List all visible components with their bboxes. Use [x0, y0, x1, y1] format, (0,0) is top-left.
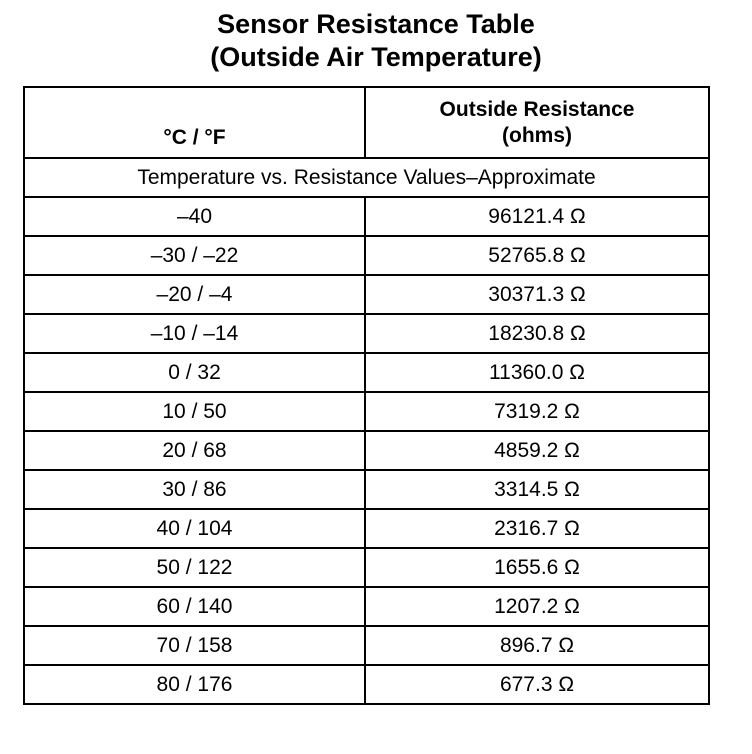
resistance-cell: 677.3 Ω — [365, 665, 709, 704]
temperature-cell: 60 / 140 — [24, 587, 365, 626]
temperature-cell: –10 / –14 — [24, 314, 365, 353]
header-row — [24, 87, 709, 158]
table-row — [24, 197, 709, 236]
resistance-cell: 7319.2 Ω — [365, 392, 709, 431]
table-row — [24, 392, 709, 431]
resistance-cell: 4859.2 Ω — [365, 431, 709, 470]
temperature-cell: –30 / –22 — [24, 236, 365, 275]
resistance-cell: 1207.2 Ω — [365, 587, 709, 626]
table-row — [24, 431, 709, 470]
header-resistance — [365, 87, 709, 158]
table-row — [24, 275, 709, 314]
temperature-cell: 30 / 86 — [24, 470, 365, 509]
resistance-cell: 2316.7 Ω — [365, 509, 709, 548]
table-row — [24, 509, 709, 548]
resistance-cell: 896.7 Ω — [365, 626, 709, 665]
table-title — [0, 8, 752, 74]
resistance-cell: 3314.5 Ω — [365, 470, 709, 509]
table-row — [24, 548, 709, 587]
note-row — [24, 158, 709, 197]
title-line-1: Sensor Resistance Table — [217, 9, 535, 39]
temperature-cell: 20 / 68 — [24, 431, 365, 470]
table-row — [24, 626, 709, 665]
table-row — [24, 665, 709, 704]
table-row — [24, 353, 709, 392]
temperature-cell: 80 / 176 — [24, 665, 365, 704]
table-row — [24, 314, 709, 353]
header-resistance-line-2: (ohms) — [502, 123, 572, 147]
resistance-cell: 52765.8 Ω — [365, 236, 709, 275]
header-temperature: °C / °F — [24, 87, 365, 158]
header-resistance-line-1: Outside Resistance — [439, 97, 635, 121]
resistance-cell: 1655.6 Ω — [365, 548, 709, 587]
resistance-cell: 30371.3 Ω — [365, 275, 709, 314]
resistance-cell: 96121.4 Ω — [365, 197, 709, 236]
resistance-cell: 11360.0 Ω — [365, 353, 709, 392]
approximate-note: Temperature vs. Resistance Values–Approximate — [24, 158, 709, 197]
temperature-cell: 50 / 122 — [24, 548, 365, 587]
temperature-cell: 40 / 104 — [24, 509, 365, 548]
title-line-2: (Outside Air Temperature) — [210, 42, 542, 72]
sensor-resistance-table — [23, 86, 710, 705]
table-row — [24, 587, 709, 626]
temperature-cell: 70 / 158 — [24, 626, 365, 665]
temperature-cell: 0 / 32 — [24, 353, 365, 392]
temperature-cell: 10 / 50 — [24, 392, 365, 431]
resistance-cell: 18230.8 Ω — [365, 314, 709, 353]
temperature-cell: –40 — [24, 197, 365, 236]
temperature-cell: –20 / –4 — [24, 275, 365, 314]
table-row — [24, 470, 709, 509]
table-row — [24, 236, 709, 275]
